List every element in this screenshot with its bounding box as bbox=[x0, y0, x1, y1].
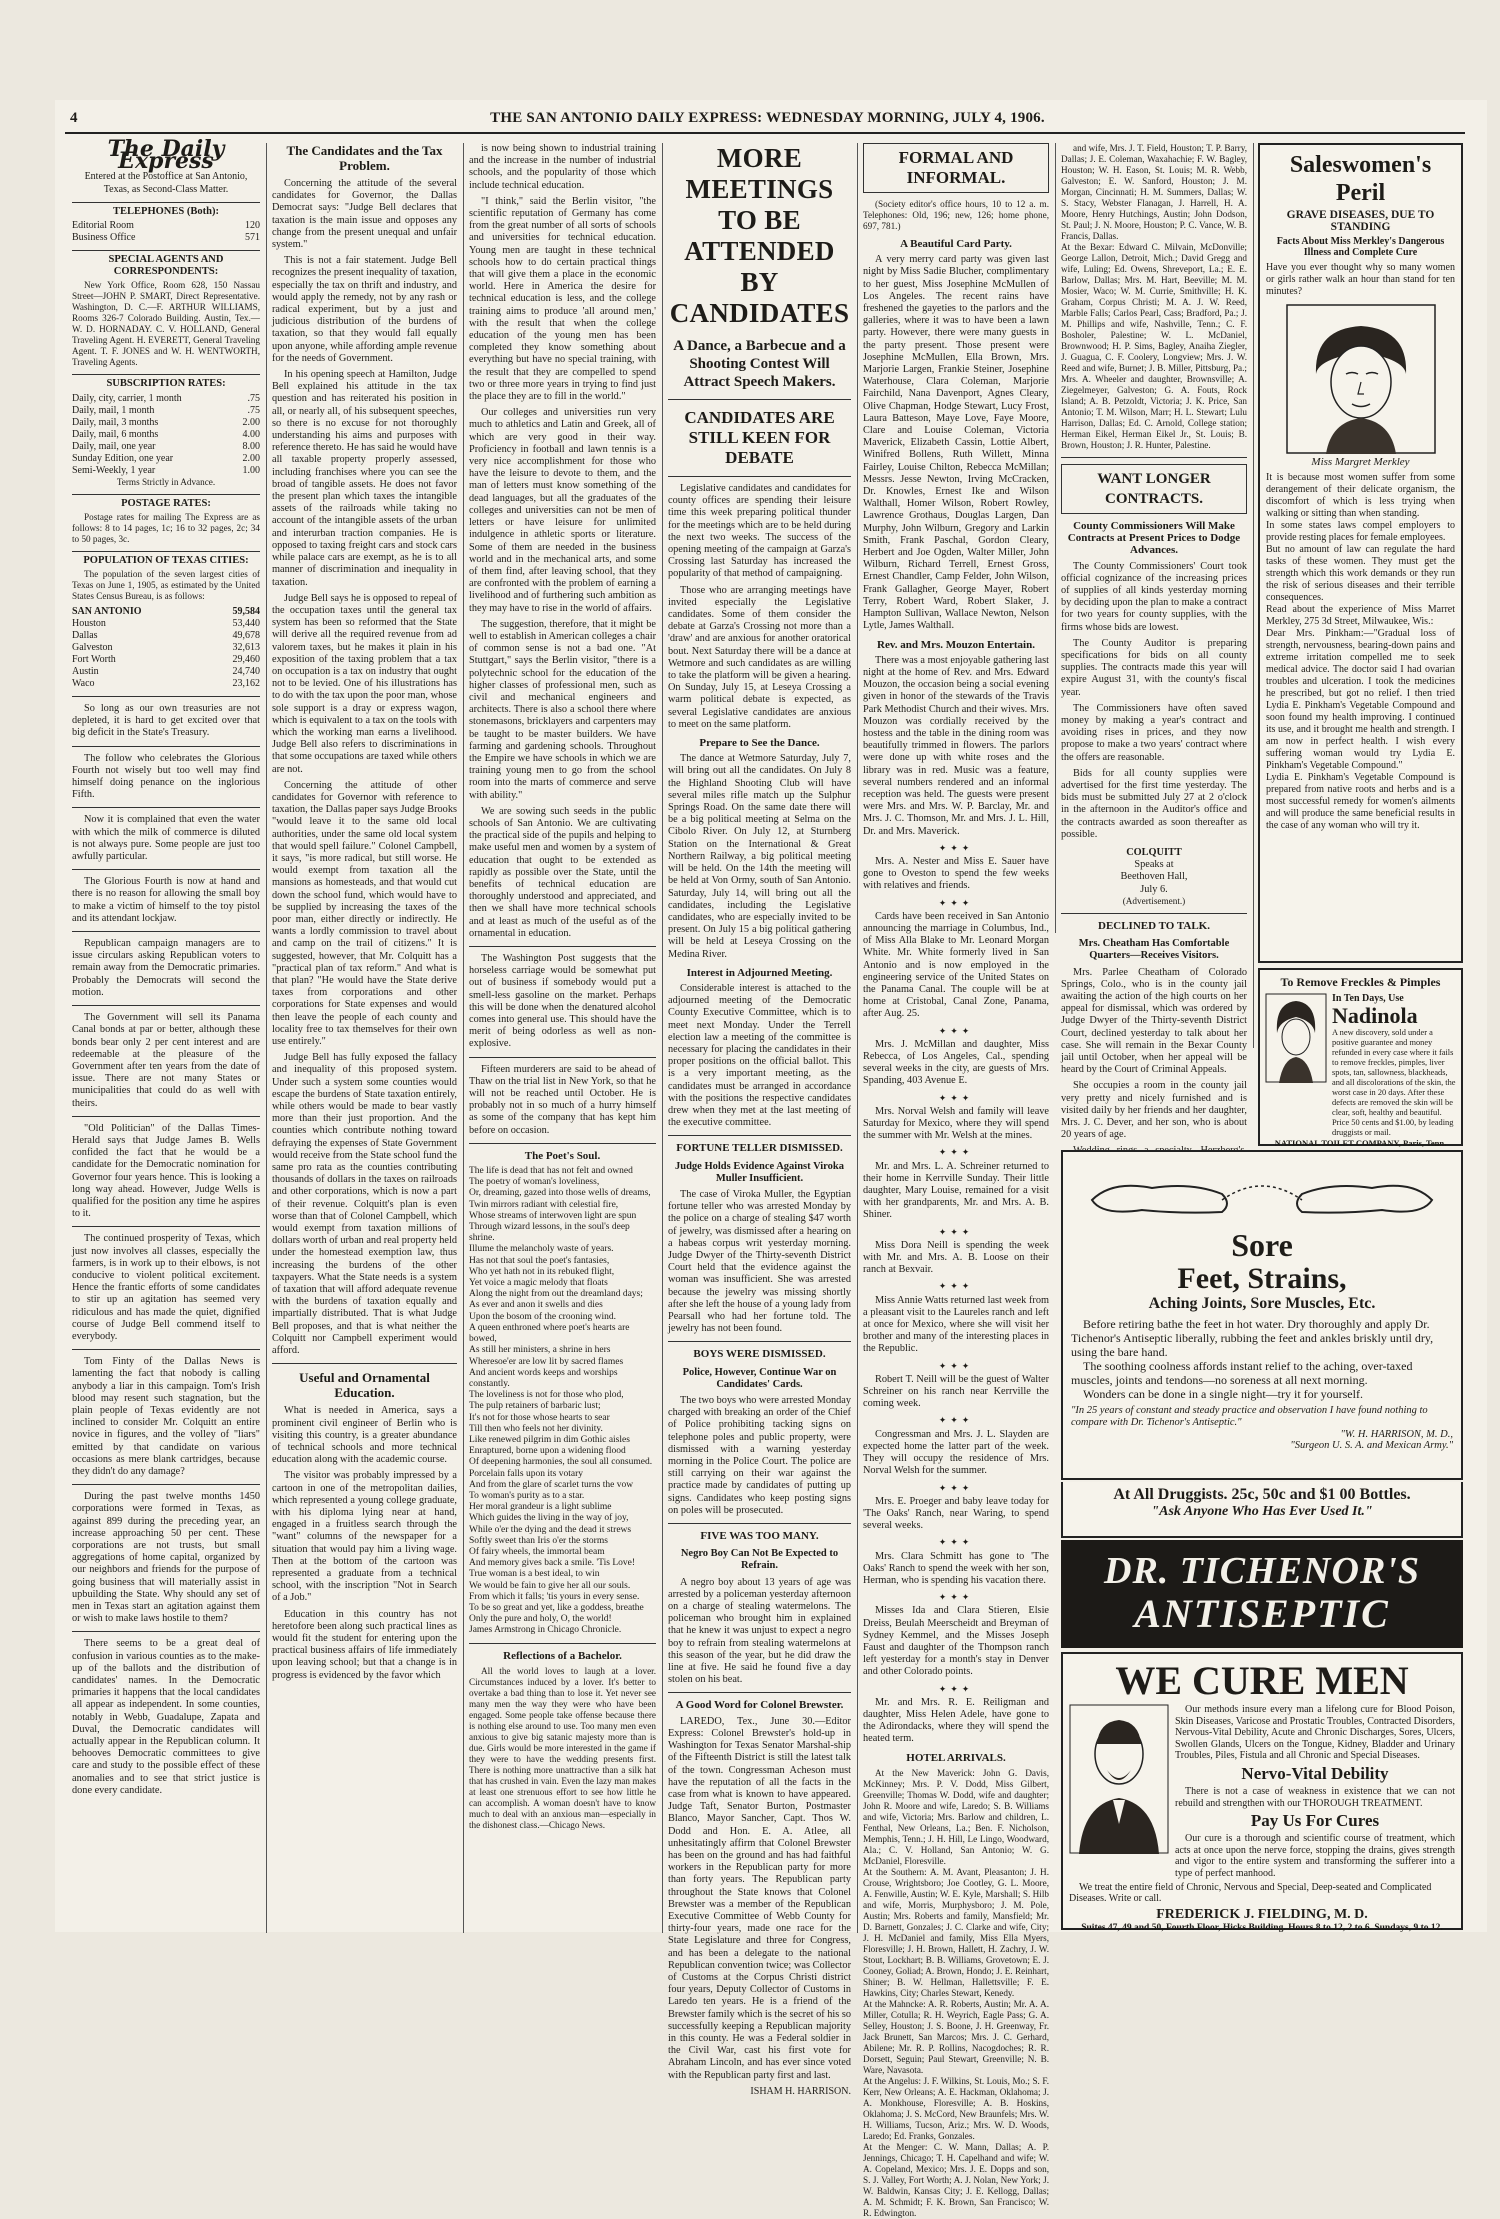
column-education bbox=[469, 143, 656, 1928]
ad-address: Suites 47, 49 and 50, Fourth Floor, Hicks Building. Hours 8 to 12, 2 to 6. Sundays, 9 to 12. bbox=[1081, 1922, 1443, 1933]
column-divider bbox=[463, 143, 464, 1933]
telephones-heading: TELEPHONES (Both): bbox=[72, 202, 260, 218]
society-paragraph: Mrs. A. Nester and Miss E. Sauer have gone to Oveston to spend the few weeks with relatives and friends. bbox=[863, 855, 1049, 892]
ad-quote-signature: "Surgeon U. S. A. and Mexican Army." bbox=[1290, 1440, 1453, 1451]
separator bbox=[469, 946, 656, 947]
separator bbox=[72, 1484, 260, 1485]
separator bbox=[272, 1363, 457, 1364]
subheading-deck: Negro Boy Can Not Be Expected to Refrain. bbox=[680, 1548, 839, 1572]
subscription-row: Daily, mail, 6 months 4.00 bbox=[72, 428, 260, 440]
population-row: Houston 53,440 bbox=[72, 618, 260, 630]
postage-heading: POSTAGE RATES: bbox=[72, 494, 260, 510]
column-divider bbox=[662, 143, 663, 1933]
office-hours: (Society editor's office hours, 10 to 12 a. m. Telephones: Old, 196; new, 126; home phone, 697, 781.) bbox=[863, 199, 1049, 231]
section-heading: FORMAL AND INFORMAL. bbox=[863, 143, 1049, 193]
ad-tichenors-banner bbox=[1061, 1540, 1463, 1648]
subscription-heading: SUBSCRIPTION RATES: bbox=[72, 374, 260, 390]
star-divider: ✦✦✦ bbox=[938, 1360, 974, 1371]
separator bbox=[72, 869, 260, 870]
editorial-paragraph: "Old Politician" of the Dallas Times-Herald says that Judge James B. Wells confided the fact that he would be a candidate for the Democratic nomination for Governor four years hence. This is looking a long way ahead. However, Judge Wells is qualified for the position any time he aspires to it. bbox=[72, 1122, 260, 1220]
star-divider: ✦✦✦ bbox=[938, 1537, 974, 1548]
agents-heading: SPECIAL AGENTS AND CORRESPONDENTS: bbox=[72, 250, 260, 278]
society-paragraph: A very merry card party was given last night by Miss Sadie Blucher, complimentary to her guest, Miss Josephine McMullen of Los Angeles. The recent rains have freshened the gayeties to the parlors and the galleries, where it was to have been a lawn party. However, there were many guests in the party present. Those present were Josephine McMullen, Ella Brown, Mrs. Marjorie Largen, Frankie Steiner, Josephine Waterhouse, Clara Coleman, Marjorie Fairchild, Nana Davenport, Agnes Cleary, Olive Chapman, Hodge Stewart, Lucy Frost, Laura Batteson, Maye Love, Faye Moore, Clare and Louise Coleman, Victoria Maverick, Elizabeth Cassin, Lottie Albert, Winifred Bollens, Ruth Willett, Minna Fairley, Louise Chilton, Rebecca McMillan; Messrs. Jesse Newton, Irving McCracken, Dr. Knowles, Ernest Ike and Wilson Walthall, Homer Wilson, Robert Rowley, Lawrence Grothaus, Douglas Largen, Dan Murphy, John Wilburn, Gregory and Larkin Smith, Frank Paschal, Gordon Cleary, Herbert and Joe Ogden, Walter Miller, John Wilburn, Richard Terrell, Ernest Gross, Ernest Chandler, Camp Felder, John Wilson, Frank Gallagher, George Mayer, Robert Terry, Robert Ward, Robert Slaker, J. Hampton Sullivan, Wallace Newton, Nelson Lytle, James Walthall. bbox=[863, 254, 1049, 632]
subheading: BOYS WERE DISMISSED. bbox=[693, 1348, 826, 1361]
headline-deck: County Commissioners Will Make Contracts at Present Prices to Dodge Advances. bbox=[1067, 520, 1241, 557]
subscription-row: Semi-Weekly, 1 year 1.00 bbox=[72, 464, 260, 476]
star-divider: ✦✦✦ bbox=[938, 842, 974, 853]
separator bbox=[469, 1143, 656, 1144]
separator bbox=[72, 807, 260, 808]
hotel-arrivals-continued: and wife, Mrs. J. T. Field, Houston; T. P. Barry, Dallas; J. E. Coleman, Waxahachie; F. W. Bagley, Houston; W. H. Eason, St. Louis; M. R. Webb, Galveston; E. W. Sanford, Houston; J. M. Morgan, Cincinnati; H. M. Summers, Dallas; W. S. Stacy, Webster Flanagan, J. Harrell, H. A. Moore, Henry Hutchings, Austin; John Dodson, St. Paul; J. N. Moore, Houston; P. C. Vance, W. B. Francis, Dallas. At the Bexar: Edward C. Milvain, McDonville; George Lallon, Detroit, Mich.; David Gregg and wife, Luling; Ed. Owens, Shreveport, La.; E. E. Barlow, Dallas; Mrs. M. Hart, Beeville; M. M. Mosier, Waco; W. M. Currie, Smithville; H. K. Graham, Corpus Christi; M. A. J. W. Reed, Marble Falls; Carlos Pearl, Cass; Bradford, Pa.; J. M. Phillips and wife, Nashville, Tenn.; C. F. Bosholer, Palestine; W. L. McDaniel, Brownwood; H. P. Sims, Bagley, Anaiha Ziegler, J. Guagua, C. F. Coolery, Longview; Mrs. J. W. Reed and wife, Burnet; J. B. Miller, Pittsburg, Pa.; Mrs. A. Wheeler and daughter, Brownsville; A. Ziegelmeyer, Galveston; G. A. Fouts, Rock Island; A. B. Petzoldt, Victoria; J. K. Price, San Antonio; T. M. Wilson, Marr; H. L. Stewart; Lulu Harrison, Dallas; Ed. C. Arnold, College station; Herman Eikel, Herman Eikel Jr., St. Louis; B. Brown, Houston; J. R. Hunter, Palestine. bbox=[1061, 143, 1247, 450]
ad-brand: DR. TICHENOR'S bbox=[1104, 1550, 1420, 1592]
portrait-caption: Miss Margret Merkley bbox=[1311, 456, 1410, 468]
separator bbox=[668, 1135, 851, 1136]
article-paragraph: The case of Viroka Muller, the Egyptian fortune teller who was arrested Monday by the police on a charge of stealing $47 worth of jewelry, was dismissed after a hearing on a habeas corpus writ yesterday morning. Judge Dwyer of the Thirty-seventh District Court held that the evidence against the woman was insufficient. She was arrested because the jewelry was missing shortly after she left the house of a young lady from Pearsall who had her fortune told. The jewelry has not been found. bbox=[668, 1188, 851, 1335]
ad-title: To Remove Freckles & Pimples bbox=[1280, 975, 1441, 989]
article-paragraph: Judge Bell has fully exposed the fallacy and inequality of this proposed system. Under such a system some counties would escape the burdens of State taxation entirely, while others would be made to bear vastly more than their just proportion. And the counties which contribute nothing toward defraying the expenses of State Government would receive from the State school fund the same pro rata as the counties contributing thousands of dollars in the taxes on railroads and other corporations, which is now a part of their revenue. Colquitt's plan is even worse than that of Colonel Campbell, which would exempt from taxation millions of dollars worth of urban and real property held under the homestead exemption law, thus increasing the burdens of the other taxpayers. What the State needs is a system of taxation that will afford adequate revenue with the burdens of taxation equally and impartially distributed. That is what Judge Bell proposes, and that is what neither the Colquitt nor Campbell experiment would afford. bbox=[272, 1052, 458, 1357]
column-society bbox=[863, 143, 1049, 2218]
subheading-deck: Mrs. Cheatham Has Comfortable Quarters—Receives Visitors. bbox=[1078, 938, 1230, 962]
population-row: SAN ANTONIO 59,584 bbox=[72, 606, 260, 618]
ad-text: Wonders can be done in a single night—try it for yourself. bbox=[1083, 1387, 1363, 1401]
editorial-paragraph: During the past twelve months 1450 corporations were formed in Texas, as against 899 during the preceding year, an increase approaching 50 per cent. These corporations are not trusts, but small aggregations of home capital, organized by our neighbors and friends for the purpose of going business that will materially assist in upbuilding the State. Why should any set of men in Texas start an agitation against them or wish to make laws hostile to them? bbox=[72, 1491, 260, 1625]
editorial-paragraph: Now it is complained that even the water with which the milk of commerce is diluted is not always pure. Some people are just too awfully particular. bbox=[72, 814, 260, 863]
ad-subtitle: Pay Us For Cures bbox=[1250, 1811, 1380, 1831]
subheading: A Beautiful Card Party. bbox=[900, 238, 1012, 250]
editorial-paragraph: Republican campaign managers are to issue circulars asking Republican voters to remain away from the Democratic primaries. Probably the Democrats will second the motion. bbox=[72, 938, 260, 998]
article-paragraph: The dance at Wetmore Saturday, July 7, will bring out all the candidates. On July 8 the Highland Shooting Club will have several miles rifle match up the Sulphur Springs Road. On the same date there will be a big political meeting at Selma on the Cibolo River. On July 12, at Sturnberg Station on the International & Great Northern Railway, a big political meeting will be held. On the 14th the meeting will be held at Von Ormy, south of San Antonio. Saturday, July 14, will bring out all the candidates, including the Legislative candidates, who are especially invited to be present. On July 15 a big political gathering will be held at Leseya Crossing on the Medina River. bbox=[668, 753, 851, 960]
subheading: Interest in Adjourned Meeting. bbox=[686, 966, 833, 979]
article-paragraph: Those who are arranging meetings have invited especially the Legislative candidates. Some of them consider the debate at Garza's Crossing not more than a 'draw' and are anxious for another oratorical bout. Next Saturday there will be a dance at Wetmore and such candidates as are willing to take the platform will be given a hearing. On Sunday, July 15, at Leseya Crossing a warm political debate is expected, as several Legislative candidates are anxious to meet on the same platform. bbox=[668, 584, 851, 730]
ad-title: Sore bbox=[1231, 1227, 1293, 1263]
star-divider: ✦✦✦ bbox=[938, 1482, 974, 1493]
ad-text: A new discovery, sold under a positive guarantee and money refunded in every case where it fails to remove freckles, pimples, liver spots, tan, sallowness, blackheads, and all discolorations of the skin, the worst case in 20 days. After these defects are removed the skin will be clear, soft, healthy and beautiful. Price 50 cents and $1.00, by leading druggists or mail. bbox=[1332, 1028, 1456, 1137]
page-header bbox=[70, 108, 1465, 130]
article-heading: Reflections of a Bachelor. bbox=[503, 1649, 622, 1662]
headline-deck: CANDIDATES ARE STILL KEEN FOR DEBATE bbox=[684, 408, 835, 467]
column-editorial-notes bbox=[72, 136, 260, 1928]
separator bbox=[469, 1057, 656, 1058]
separator bbox=[668, 1341, 851, 1342]
population-text: The population of the seven largest cities of Texas on June 1, 1905, as estimated by the United States Census Bureau, is as follows: bbox=[72, 569, 260, 602]
star-divider: ✦✦✦ bbox=[938, 1415, 974, 1426]
star-divider: ✦✦✦ bbox=[938, 1147, 974, 1158]
society-paragraph: Cards have been received in San Antonio announcing the marriage in Columbus, Ind., of Miss Alla Blake to Mr. Leonard Morgan White. Mr. White formerly lived in San Antonio and is now employed in the engineering service of the United States on the Panama Canal. The couple will be at home at Cristobal, Canal Zone, Panama, after Aug. 25. bbox=[863, 910, 1049, 1020]
ad-title: Feet, Strains, bbox=[1177, 1262, 1347, 1295]
subheading: FORTUNE TELLER DISMISSED. bbox=[676, 1142, 843, 1155]
article-paragraph: Education in this country has not heretofore been along such practical lines as would fit the student for entering upon the practical business affairs of life immediately upon leaving school; but that a change is in progress is evidenced by the favor which bbox=[272, 1608, 457, 1681]
separator bbox=[72, 1349, 260, 1350]
separator bbox=[668, 1692, 851, 1693]
ad-we-cure-men bbox=[1061, 1652, 1463, 1933]
column-divider bbox=[266, 143, 267, 1933]
main-headline: MORE MEETINGS TO BE ATTENDED BY CANDIDATES bbox=[669, 143, 850, 328]
separator bbox=[668, 476, 851, 477]
column-county bbox=[1061, 143, 1247, 1141]
ad-text: Our methods insure every man a lifelong cure for Blood Poison, Skin Diseases, Varicose and Prostatic Troubles, Contracted Disorders, Nervous-Vital Debility, Acute and Chronic Discharges, Sores, Ulcers, Swollen Glands, Ulcers on the Tongue, Kidney, Bladder and Urinary Troubles, Piles, Fistula and all Chronic and Special Diseases. bbox=[1175, 1704, 1455, 1762]
article-paragraph: In his opening speech at Hamilton, Judge Bell explained his attitude in the tax question and has reiterated his position in all, or nearly all, of his subsequent speeches, so there is no excuse for not thoroughly understanding his aims and purposes with reference thereto. He has said he would have all taxable property properly assessed, including franchises where you can see the broad of tangible assets. He does not favor the present plan which taxes the intangible assets of the railroads while taking no account of the intangible assets of the urban and interurban traction companies. He is opposed to taxing freight cars and stock cars while palace cars are exempt, as he is to all manner of discrimination and inequality in taxation. bbox=[272, 369, 457, 588]
article-paragraph: Legislative candidates and candidates for county offices are spending their leisure time this week preparing political thunder for the meetings which are to be held during the next two weeks. The success of the opening meeting of the campaign at Garza's Crossing last Saturday has increased the popularity of that method of campaigning. bbox=[668, 483, 851, 580]
colquitt-notice: COLQUITT Speaks at Beethoven Hall, July 6. (Advertisement.) bbox=[1120, 847, 1188, 906]
separator bbox=[72, 931, 260, 932]
article-paragraph: The County Commissioners' Court took official cognizance of the increasing prices of supplies of all kinds yesterday morning by deciding upon the plan to make a contract for two years for county supplies, with the firms whose bids are lowest. bbox=[1061, 560, 1247, 633]
editorial-paragraph: The Glorious Fourth is now at hand and there is no reason for allowing the small boy to make a victim of himself to the toy pistol and its attendant lockjaw. bbox=[72, 876, 260, 924]
column-divider bbox=[1253, 143, 1254, 1048]
population-row: Galveston 32,613 bbox=[72, 642, 260, 654]
subscription-row: Daily, mail, one year 8.00 bbox=[72, 440, 260, 452]
article-paragraph: We are sowing such seeds in the public schools of San Antonio. We are cultivating the practical side of the pupils and helping to make useful men and women by a system of education that ought to be extended as rapidly as possible over the State, until the benefits of technical education are thoroughly understood and appreciated, and then we shall have more technical schools and at least as much of the useful as of the ornamental in education. bbox=[469, 805, 656, 939]
subheading-deck: Judge Holds Evidence Against Viroka Muller Insufficient. bbox=[674, 1160, 844, 1184]
ad-quote-signature: "W. H. HARRISON, M. D., bbox=[1340, 1429, 1453, 1440]
ad-brand: ANTISEPTIC bbox=[1134, 1591, 1390, 1636]
subscription-row: Sunday Edition, one year 2.00 bbox=[72, 452, 260, 464]
article-paragraph: Mrs. Parlee Cheatham of Colorado Springs, Colo., who is in the county jail awaiting the action of the high courts on her appeal for dismissal, which was ordered by Judge Dwyer of the Thirty-seventh District Court, declined yesterday to talk about her case. She will remain in the Bexar County jail until October, when her appeal will be heard by the Court of Criminal Appeals. bbox=[1061, 966, 1247, 1076]
separator bbox=[72, 696, 260, 697]
ad-title: Saleswomen's Peril bbox=[1289, 152, 1432, 206]
editorial-paragraph: The continued prosperity of Texas, which just now involves all classes, especially the farmers, is in work up to their elbows, is not conducive to violent political excitement. Hence the frantic efforts of some candidates to stir up an agitation has seemed very ridiculous and has made the quiet, dignified course of Judge Bell commend itself to everybody. bbox=[72, 1233, 260, 1342]
separator bbox=[668, 399, 851, 400]
separator bbox=[1061, 457, 1247, 458]
society-paragraph: Mrs. J. McMillan and daughter, Miss Rebecca, of Los Angeles, Cal., spending several weeks in the city, are guests of Mrs. Spanding, 403 Avenue E. bbox=[863, 1038, 1049, 1087]
subheading: Rev. and Mrs. Mouzon Entertain. bbox=[877, 638, 1035, 651]
poem-title: The Poet's Soul. bbox=[524, 1149, 601, 1162]
population-row: Dallas 49,678 bbox=[72, 630, 260, 642]
agents-text: New York Office, Room 628, 150 Nassau Street—JOHN P. SMART, Direct Representative. Washington, D. C.—F. ARTHUR WILLIAMS, Rooms 326-7 Colorado Building. Austin, Tex.—W. D. HORNADAY. C. V. HOLLAND, General Traveling Agent. H. EVERETT, General Traveling Agent. T. F. JONES and W. H. WENTWORTH, Traveling Agents. bbox=[72, 280, 260, 368]
article-paragraph: The Commissioners have often saved money by making a year's contract and avoiding rises in prices, and they now propose to make a two years' contract where the offers are reasonable. bbox=[1061, 702, 1247, 763]
article-paragraph: The Washington Post suggests that the horseless carriage would be somewhat put out of business if somebody would put a smell-less gasoline on the market. Perhaps this will be done when the denatured alcohol comes into general use. This should have the merit of being odorless as well as non-explosive. bbox=[469, 953, 656, 1050]
ad-tichenors-antiseptic bbox=[1061, 1150, 1463, 1480]
article-paragraph: Our colleges and universities run very much to athletics and Latin and Greek, all of which are very good in their way. Proficiency in football and lawn tennis is a very nice accomplishment for those who have the leisure to devote to them, and the man of letters must know something of the dead languages, but all the graduates of the colleges and universities can not be men of letters or have leisure for unlimited indulgence in athletic sports or literature. Some of them are needed in the business world and in the mechanical arts, and some of them find, after leaving school, that they are confronted with the problem of earning a livelihood and of furthering such ambition as they may have to rise in the world of affairs. bbox=[469, 407, 656, 614]
society-paragraph: Congressman and Mrs. J. L. Slayden are expected home the latter part of the week. They will occupy the residence of Mrs. Norval Welsh for the summer. bbox=[863, 1428, 1049, 1477]
society-paragraph: Miss Annie Watts returned last week from a pleasant visit to the Laureles ranch and left at once for Mexico, where she will visit her brother and many of the interesting places in the Republic. bbox=[863, 1294, 1049, 1355]
ad-text: Before retiring bathe the feet in hot water. Dry thoroughly and apply Dr. Tichenor's Antiseptic liberally, rubbing the feet and ankles briskly until dry, using the bare hand. bbox=[1071, 1317, 1434, 1359]
ad-subtitle: Aching Joints, Sore Muscles, Etc. bbox=[1148, 1295, 1376, 1312]
article-paragraph: The County Auditor is preparing specifications for bids on all county supplies. The contracts made this year will expire August 31, with the county's fiscal year. bbox=[1061, 637, 1247, 698]
ad-nadinola bbox=[1258, 968, 1463, 1146]
article-paragraph: Concerning the attitude of other candidates for Governor with reference to taxation, the Dallas paper says Judge Brooks "would leave it to the same old local authorities, under the same old local system that would spell failure." Colonel Campbell, it says, "is more radical, but still worse. He would exempt from taxation all the mansions as homesteads, and that would cut down the school fund, which would have to be supplied by increasing the taxes of the poor man, either directly or indirectly. He wants a lordly commission to travel about and camp on the trail of citizens." It is suggested, however, that Mr. Colquitt has a "practical plan of tax reform." And what is that plan? "He would have the State derive taxes from corporations and other corporations for State expenses and would then leave the people of each county and locality free to tax themselves for their own use entirely." bbox=[272, 779, 457, 1048]
ad-quote: "In 25 years of constant and steady practice and observation I have found nothing to compare with Dr. Tichenor's Antiseptic." bbox=[1071, 1405, 1428, 1428]
star-divider: ✦✦✦ bbox=[938, 1683, 974, 1694]
article-paragraph: is now being shown to industrial training and the increase in the number of industrial schools, and the popularity of those which include technical education. bbox=[469, 143, 656, 191]
article-paragraph: What is needed in America, says a prominent civil engineer of Berlin who is visiting this country, is a greater abundance of technical schools and more technical education along with the academic course. bbox=[272, 1405, 457, 1466]
separator bbox=[72, 1631, 260, 1632]
portrait bbox=[1266, 304, 1455, 454]
subheading: FIVE WAS TOO MANY. bbox=[700, 1530, 819, 1543]
population-row: Austin 24,740 bbox=[72, 666, 260, 678]
society-paragraph: Miss Dora Neill is spending the week with Mr. and Mrs. A. B. Loose on their ranch at Bexvair. bbox=[863, 1239, 1049, 1276]
star-divider: ✦✦✦ bbox=[938, 1592, 974, 1603]
ad-subtitle: In Ten Days, Use bbox=[1332, 993, 1404, 1004]
ad-subtitle: GRAVE DISEASES, DUE TO STANDING bbox=[1286, 209, 1435, 233]
star-divider: ✦✦✦ bbox=[938, 1025, 974, 1036]
star-divider: ✦✦✦ bbox=[938, 1281, 974, 1292]
society-paragraph: Mr. and Mrs. L. A. Schreiner returned to their home in Kerrville Sunday. Their little daughter, Mary Louise, remained for a visit with her grandparents, Mr. and Mrs. A. B. Shiner. bbox=[863, 1160, 1049, 1221]
separator bbox=[668, 1523, 851, 1524]
separator bbox=[72, 746, 260, 747]
signature: ISHAM H. HARRISON. bbox=[750, 2085, 851, 2097]
star-divider: ✦✦✦ bbox=[938, 1226, 974, 1237]
header-rule bbox=[65, 132, 1465, 134]
editorial-paragraph: The follow who celebrates the Glorious Fourth not wisely but too well may find himself doing penance on the inglorious Fifth. bbox=[72, 752, 260, 801]
society-paragraph: Robert T. Neill will be the guest of Walter Schreiner on his ranch near Kerrville the coming week. bbox=[863, 1373, 1049, 1410]
headline-deck: A Dance, a Barbecue and a Shooting Contest Will Attract Speech Makers. bbox=[673, 338, 846, 390]
entered-notice: Entered at the Postoffice at San Antonio, Texas, as Second-Class Matter. bbox=[84, 171, 248, 195]
article-paragraph: The visitor was probably impressed by a cartoon in one of the metropolitan dailies, which represented a young college graduate, with his diploma lying near at hand, engaged in a fruitless search through the "want" columns of the newspaper for a situation that would pay him a living wage. Then at the bottom of the cartoon was represented a graduate from a technical school, with the inscription "Not in Search of a Job." bbox=[272, 1470, 457, 1604]
ad-saleswomens-peril bbox=[1258, 143, 1463, 963]
ad-text: There is not a case of weakness in existence that we can not rebuild and strengthen with our THOROUGH TREATMENT. bbox=[1175, 1785, 1455, 1809]
doctor-portrait-icon bbox=[1069, 1704, 1169, 1854]
article-paragraph: All the world loves to laugh at a lover. Circumstances induced by a lover. It's better to overtake a bad thing than to lose it. Yet never see many men the way they were who have been engaged. Some people take offense because there is nothing else around to use. Too many men even anxious to give big satanic majesty more than is due. Girls would be more interested in the game if they were to have the wedding presents first. There is nothing more unattractive than a silk hat that has crushed in vain. Even the lazy man makes at least one strenuous effort to see how little he can accomplish. A woman doesn't have to know much to deal with an anxious man—especially in the dishonest class.—Chicago News. bbox=[469, 1665, 656, 1830]
subheading-deck: Police, However, Continue War on Candidates' Cards. bbox=[682, 1366, 837, 1390]
separator bbox=[72, 1116, 260, 1117]
subscription-row: Daily, city, carrier, 1 month .75 bbox=[72, 392, 260, 404]
subscription-row: Daily, mail, 1 month .75 bbox=[72, 404, 260, 416]
ad-text: But no amount of law can regulate the hard tasks of these women. They must get the strength which this work demands or they run the risk of serious diseases and their terrible consequences. bbox=[1266, 544, 1455, 603]
ad-title: WE CURE MEN bbox=[1115, 1658, 1409, 1703]
poem: The life is dead that has not felt and owned The poetry of woman's loveliness, Or, dreaming, gazed into those wells of dreams, Twin mirrors radiant with celestial fire, Whose streams of interwoven light are spun Through wizard lessons, in the soul's deep shrine. Illume the melancholy waste of years. Has not that soul the poet's fantasies, Who yet hath not in its rebuked flight, Yet voice a magic melody that floats Along the night from out the dreamland days; As ever and anon it swells and dies Upon the bosom of the crooning wind. A queen enthroned where poet's hearts are bowed, As still her ministers, a shrine in hers Wheresoe'er are low lit by sacred flames And ancient words keeps and worships constantly. The loveliness is not for those who plod, The pulp retainers of barbaric lust; It's not for those whose hearts to sear Till then who feels not her divinity. Like renewed pilgrim in dim Gothic aisles Enraptured, borne upon a widening flood Of deepening harmonies, the soul all consumed. Porcelain falls upon its votary And from the glare of scarlet turns the vow To woman's purity as to a star. Her moral grandeur is a light sublime Which guides the living in the way of joy, While o'er the dying and the dead it strews Softly sweet than Iris o'er the storms Of fairy wheels, the immortal beam And memory gives back a smile. 'Tis Love! True woman is a best ideal, to win We would be fain to give her all our souls. From which it falls; 'tis yours in every sense. To be so great and yet, like a goddess, breathe Only the pure and holy, O, the world! James Armstrong in Chicago Chronicle. bbox=[469, 1166, 653, 1636]
ad-text: Lydia E. Pinkham's Vegetable Compound is prepared from native roots and herbs and is a most successful remedy for women's ailments and will produce the same beneficial results in the case of any woman who will try it. bbox=[1266, 772, 1455, 831]
portrait-icon bbox=[1286, 304, 1436, 454]
ad-text: We treat the entire field of Chronic, Nervous and Special, Deep-seated and Complicated Diseases. Write or call. bbox=[1069, 1881, 1432, 1905]
society-paragraph: Mrs. Clara Schmitt has gone to 'The Oaks' Ranch to spend the week with her son, Herman, who is spending his vacation there. bbox=[863, 1550, 1049, 1586]
hotel-arrivals: At the New Maverick: John G. Davis, McKinney; Mrs. P. V. Dodd, Miss Gilbert, Greenville; Thomas W. Dodd, wife and daughter; John R. Moore and wife, Laredo; S. B. Williams and wife, Victoria; Mrs. Barlow and children, L. Fenthal, New Orleans, La.; Ben. F. Nicholson, Memphis, Tenn.; J. H. Hill, Le Lingo, Woodward, Ala.; C. V. Holland, San Antonio; W. G. McDaniel, Floresville. At the Southern: A. M. Avant, Pleasanton; J. H. Crouse, Wrightsboro; Joe Cootley, G. L. Moore, A. Fenwille, Austin; W. E. Kyle, Marshall; S. Hilb and wife, Morris, Murphysboro; J. M. Pole, Austin; Mrs. Roberts and family, Mansfield; Mr. D. Barnett, Gonzales; J. C. Clarke and wife, City; J. H. McDaniel and family, Miss Ella Myers, Floresville; J. H. Brown, Hallett, H. Zachry, J. W. Stout, Lockhart; B. B. Williams, Grovetown; E. J. Cooney, Goliad; A. Brown, Hondo; J. E. Reinhart, Shiner; B. W. Hellman, Hallettsville; F. E. Hawkins, City; Charles Stewart, Kenedy. At the Mahncke: A. R. Roberts, Austin; Mr. A. A. Miller, Cotulla; R. H. Weyrich, Eagle Pass; G. A. Selley, Houston; J. S. Boone, J. H. Greenway, Fr. Jack Brunett, San Marcos; Mrs. J. C. Gerhard, Abilene; Mr. R. P. Rollins, Nacogdoches; R. R. Dorsett, Seguin; Paul Stewart, Greenville; N. B. Ware, Navasota. At the Angelus: J. F. Wilkins, St. Louis, Mo.; S. F. Kerr, New Orleans; A. E. Hackman, Oklahoma; J. A. Monkhouse, Floresville; A. B. Hoskins, Oklahoma; J. S. McCord, New Braunfels; Mrs. W. H. Williams, Tucson, Ariz.; Mrs. W. D. Woods, Laredo; Ed. Franks, Gonzales. At the Menger: C. W. Mann, Dallas; A. P. Jennings, Chicago; T. H. Capelhand and wife; W. A. Copeland, Mexico; Mrs. J. E. Dopps and son, S. J. Valley, Fort Worth; A. J. Nolan, New York; J. W. Baldwin, Kansas City; J. E. Kellogg, Dallas; A. M. Schmidt; F. K. Brown, San Francisco; W. R. Edwington. bbox=[863, 1767, 1049, 2218]
ad-text: Have you ever thought why so many women or girls rather walk an hour than stand for ten minutes? bbox=[1266, 262, 1455, 297]
article-paragraph: Judge Bell says he is opposed to repeal of the occupation taxes until the general tax system has been so reformed that the State will derive all the required revenue from ad valorem taxes, but he makes it plain in his exposition of the taxing problem that a tax on occupation is a tax on industry that ought not to be levied. One of his illustrations has to do with the tax upon the poor man, whose sole support is a dray or express wagon, which is equivalent to a tax on the tools with which the working man earns a livelihood. Judge Bell also refers to discriminations in that some occupations are taxed while others are not. bbox=[272, 592, 457, 775]
article-paragraph: Fifteen murderers are said to be ahead of Thaw on the trial list in New York, so that he will not be reached until October. He is probably not in so much of a hurry himself as some of the company that has kept him before on occasion. bbox=[469, 1063, 656, 1136]
article-paragraph: Considerable interest is attached to the adjourned meeting of the Democratic County Executive Committee, which is to meet next Monday. Under the Terrell election law a meeting of the committee is necessary for placing the candidates in their proper positions on the official ballot. This is a very important meeting, as the candidates must be arranged in accordance with the positions the respective candidates drew when they met at the last meeting of the executive committee. bbox=[668, 982, 851, 1129]
column-divider bbox=[857, 143, 858, 1933]
article-paragraph: LAREDO, Tex., June 30.—Editor Express: Colonel Brewster's hold-up in Washington for Texas Senator Marshal-ship of the Fifteenth District is still the latest talk of the town. Congressman Acheson must have the reputation of all the facts in the case from what is known to have appeared. Judge Taft, Senator Burton, Postmaster Blanco, Mayor Sancher, Capt. Thos W. Dodd and Hon. E. A. Atlee, all unhesitatingly affirm that Colonel Brewster has been on the ground and has had faithful workers in the Republican party for more than forty years. The Republican party throughout the State knows that Colonel Brewster was a member of the Republican Executive Committee of Webb County for thirty-four years, made one race for the State Legislature and three for Congress, and has been a delegate to the national Republican convention twice; was Collector of Customs at the Corpus Christi district four years, Deputy Collector of Customs in Laredo ten years. He is a friend of the Brewster family which is the secret of his so successfully keeping a Republican majority in this county. He was a Federal soldier in the Civil War, cast his first vote for Abraham Lincoln, and has ever since voted with the Republican party first and last. bbox=[668, 1715, 852, 2081]
ad-company: NATIONAL TOILET COMPANY, Paris, Tenn. bbox=[1274, 1138, 1447, 1148]
article-heading: The Candidates and the Tax Problem. bbox=[286, 143, 443, 173]
ad-text: Read about the experience of Miss Marret Merkley, 275 3d Street, Milwaukee, Wis.: bbox=[1266, 604, 1455, 627]
feet-illustration-icon bbox=[1072, 1160, 1452, 1228]
ad-subtitle: Nervo-Vital Debility bbox=[1241, 1763, 1389, 1783]
editorial-paragraph: There seems to be a great deal of confusion in various counties as to the make-up of the ballots and the distribution of candidates' names. In the Democratic primaries it happens that the local candidates all appear as independent. In some counties, notably in Webb, Guadalupe, Zapata and Duval, the Democratic candidates will actually appear in the Republican column. It behooves Democratic committees to give care and study to the possible effect of these anomalies and to see that strict justice is done every candidate. bbox=[72, 1638, 260, 1796]
telephone-row: Editorial Room 120 bbox=[72, 220, 260, 232]
column-tax-problem bbox=[272, 143, 457, 1928]
terms-notice: Terms Strictly in Advance. bbox=[116, 476, 216, 487]
article-paragraph: She occupies a room in the county jail very pretty and nicely furnished and is visited daily by her friends and her daughter, Mrs. J. C. Dever, and her son, who is about 20 years of age. bbox=[1061, 1080, 1247, 1141]
masthead: The Daily Express bbox=[107, 136, 225, 175]
article-paragraph: Bids for all county supplies were advertised for the first time yesterday. The bids must be submitted July 27 at 2 o'clock in the afternoon in the Auditor's office and the contracts awarded as soon thereafter as possible. bbox=[1061, 767, 1247, 840]
subheading: HOTEL ARRIVALS. bbox=[906, 1751, 1006, 1764]
population-row: Fort Worth 29,460 bbox=[72, 654, 260, 666]
ad-text: In some states laws compel employers to provide resting places for female employees. bbox=[1266, 520, 1455, 543]
subheading: Prepare to See the Dance. bbox=[699, 737, 820, 750]
society-paragraph: Mrs. E. Proeger and baby leave today for 'The Oaks' Ranch, near Waring, to spend several weeks. bbox=[863, 1495, 1049, 1532]
subheading: DECLINED TO TALK. bbox=[1098, 919, 1210, 932]
postage-text: Postage rates for mailing The Express are as follows: 8 to 14 pages, 1c; 16 to 32 pages, 2c; 34 to 50 pages, 3c. bbox=[72, 511, 260, 544]
ad-subtitle: Facts About Miss Merkley's Dangerous Illness and Complete Cure bbox=[1276, 236, 1445, 258]
ad-doctor-name: FREDERICK J. FIELDING, M. D. bbox=[1156, 1906, 1368, 1922]
society-paragraph: Mr. and Mrs. R. E. Reiligman and daughter, Miss Helen Adele, have gone to the Adirondacks, where they will spend the heated term. bbox=[863, 1696, 1049, 1745]
star-divider: ✦✦✦ bbox=[938, 1092, 974, 1103]
article-paragraph: The suggestion, therefore, that it might be well to establish in American colleges a chair of common sense is not a bad one. "At Stuttgart," says the Berlin visitor, "there is a polytechnic school for the education of the higher classes of professional men, such as civil and mechanical engineers and architects. There is also a school there where stonemasons, bricklayers and carpenters may be taught to be master builders. We have farming and gardening schools. Throughout the Empire we have schools in which we are training young men to go from the school room into the marts of commerce and serve with ability." bbox=[469, 618, 656, 801]
ad-text: Our cure is a thorough and scientific course of treatment, which acts at once upon the nerve force, stopping the drains, gives strength and vigor to the entire system and transforming the sufferer into a type of perfect manhood. bbox=[1175, 1833, 1455, 1879]
lady-portrait-icon bbox=[1265, 993, 1327, 1083]
editorial-paragraph: The Government will sell its Panama Canal bonds at par or better, although these bonds bear only 2 per cent interest and are redeemable at the pleasure of the Government after ten years from the date of issue. There are not many States or municipalities that could do as well with theirs. bbox=[72, 1012, 260, 1109]
article-paragraph: Concerning the attitude of the several candidates for Governor, the Dallas Democrat says: "Judge Bell declares that taxation is the main issue and opposes any change from the present unequal and unfair system." bbox=[272, 178, 457, 251]
column-divider bbox=[1055, 143, 1056, 933]
ad-tichenors-price bbox=[1061, 1482, 1463, 1538]
editorial-paragraph: So long as our own treasuries are not depleted, it is hard to get excited over that big deficit in the State's Treasury. bbox=[72, 703, 260, 739]
society-paragraph: Mrs. Norval Welsh and family will leave Saturday for Mexico, where they will spend the summer with Mr. Welsh at the mines. bbox=[863, 1105, 1049, 1142]
ad-text: Dear Mrs. Pinkham:—"Gradual loss of strength, nervousness, bearing-down pains and extreme irritation compelled me to seek medical advice. The doctor said I had ovarian troubles and ulceration. I took the medicines he prescribed, but got no relief. I then tried Lydia E. Pinkham's Vegetable Compound and soon found my health improving. I continued its use, and it brought me health and strength. I am now in perfect health. I wish every suffering woman would try Lydia E. Pinkham's Vegetable Compound." bbox=[1266, 628, 1455, 771]
population-row: Waco 23,162 bbox=[72, 678, 260, 690]
separator bbox=[1061, 913, 1247, 914]
subheading: A Good Word for Colonel Brewster. bbox=[675, 1699, 844, 1712]
population-heading: POPULATION OF TEXAS CITIES: bbox=[72, 551, 260, 567]
separator bbox=[72, 1226, 260, 1227]
column-meetings bbox=[668, 143, 852, 2097]
article-heading: Useful and Ornamental Education. bbox=[299, 1370, 430, 1401]
separator bbox=[72, 1005, 260, 1006]
ad-text: It is because most women suffer from some derangement of their delicate organism, the discomfort of which is less trying when walking or sitting than when standing. bbox=[1266, 472, 1455, 519]
article-paragraph: A negro boy about 13 years of age was arrested by a policeman yesterday afternoon on a charge of stealing watermelons. The policeman who brought him in explained that he knew it was unjust to expect a negro boy to refrain from stealing watermelons at this season of the year, but he did draw the line at five. He said he found five a day stolen on his beat. bbox=[668, 1576, 851, 1686]
separator bbox=[469, 1643, 656, 1644]
article-paragraph: This is not a fair statement. Judge Bell recognizes the present inequality of taxation, especially the tax on thrift and industry, and would apply the remedy, not by any rash or radical experiment, but by a just and judicious distribution of the burdens of taxation, so that they would fall equally upon anyone, while affording ample revenue for the needs of Government. bbox=[272, 255, 457, 364]
ad-brand: Nadinola bbox=[1332, 1003, 1418, 1028]
society-paragraph: There was a most enjoyable gathering last night at the home of Rev. and Mrs. Edward Mouzon, the occasion being a social evening given in honor of the stewards of the Travis Park Methodist Church and their wives. Mrs. Mouzon was cordially received by the hostess and the table in the dining room was beautifully trimmed in flowers. The parlors were done up with white roses and the library was in red. Music was a feature, several numbers rendered and an informal reception was held. The guests were present were Mrs. and Mrs. W. P. Barclay, Mr. and Mrs. J. C. Thomson, Mr. and Mrs. J. L. Hill, Dr. and Mrs. Maverick. bbox=[863, 654, 1049, 837]
article-heading: WANT LONGER CONTRACTS. bbox=[1061, 464, 1247, 514]
society-paragraph: Misses Ida and Clara Stieren, Elsie Dreiss, Beulah Meerscheidt and Breyman of Sydney Kemmel, and the Misses Joseph Faust and daughter of the Thompson ranch left yesterday for a month's stay in Denver and other Colorado points. bbox=[863, 1605, 1049, 1678]
star-divider: ✦✦✦ bbox=[938, 897, 974, 908]
ad-text: The soothing coolness affords instant relief to the aching, over-taxed muscles, joints and tendons—no soreness at all next morning. bbox=[1071, 1359, 1413, 1387]
page-number: 4 bbox=[70, 110, 78, 126]
subscription-row: Daily, mail, 3 months 2.00 bbox=[72, 416, 260, 428]
paper-title: THE SAN ANTONIO DAILY EXPRESS: WEDNESDAY MORNING, JULY 4, 1906. bbox=[490, 110, 1045, 126]
ad-slogan: "Ask Anyone Who Has Ever Used It." bbox=[1151, 1504, 1373, 1519]
article-paragraph: "I think," said the Berlin visitor, "the scientific reputation of Germany has come from the great number of all sorts of schools and universities for technical education. Young men are taught in these technical schools how to do certain practical things that will give them a place in the economic world. Here in America the desire for technical education is less, and the college training aims to produce 'all around men,' with the result that when the college education of the young men has been completed they know something about everything but have no special training, with the result that they are compelled to spend two or three more years in trying to find just the place they are to fill in the world." bbox=[469, 195, 656, 403]
telephone-row: Business Office 571 bbox=[72, 232, 260, 244]
ad-price: At All Druggists. 25c, 50c and $1 00 Bottles. bbox=[1113, 1486, 1411, 1503]
editorial-paragraph: Tom Finty of the Dallas News is lamenting the fact that nobody is calling anybody a liar in this campaign. Tom's Irish blood may resent such stagnation, but the plain people of Texas evidently are not inclined to consider Mr. Colquitt an entire novice in figures, and the volley of "liars" emitted by that candidate on various occasions as mere blank cartridges, because they didn't do any damage? bbox=[72, 1356, 260, 1477]
article-paragraph: The two boys who were arrested Monday charged with breaking an order of the Chief of Police prohibiting tacking signs on telephone poles and public property, were dismissed with a warning yesterday morning in the Police Court. The police are still carrying on their war against the practice made by candidates of putting up signs. Candidates who keep posting signs on poles will be prosecuted. bbox=[668, 1395, 851, 1516]
